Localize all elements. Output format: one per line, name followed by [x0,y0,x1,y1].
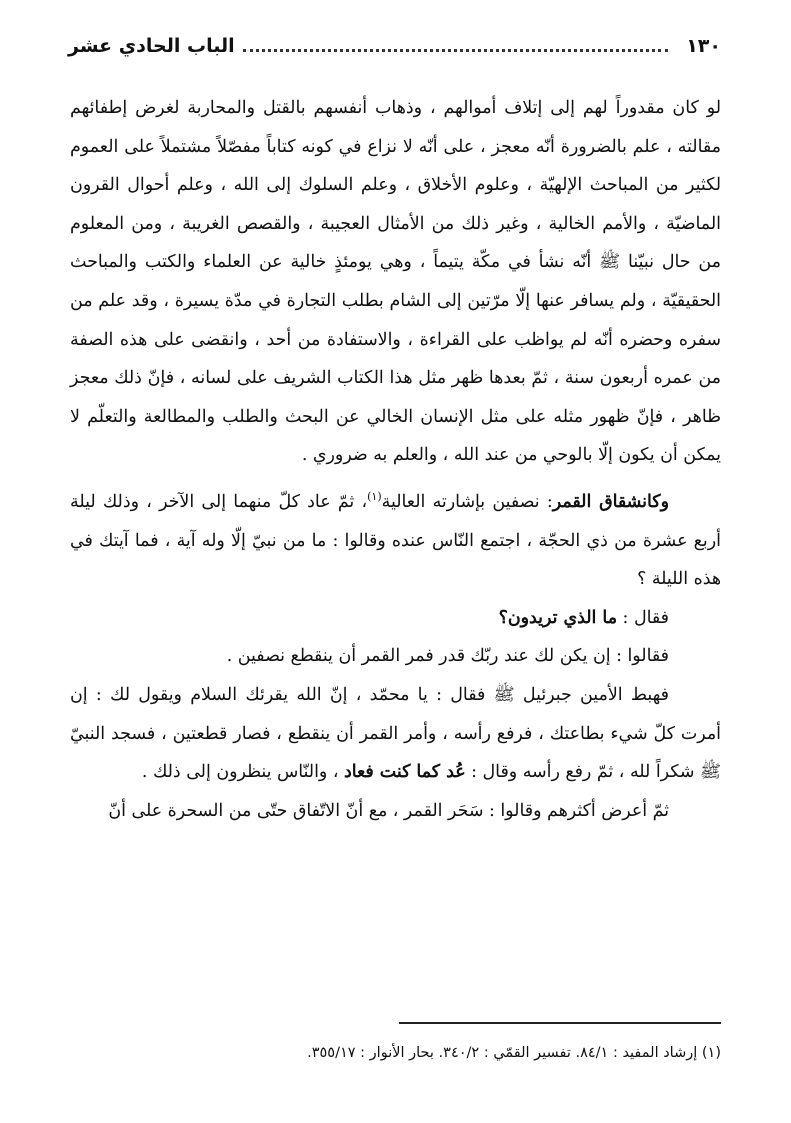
paragraph-2 [70,483,721,599]
header-dotted-leader [243,49,669,52]
paragraph-2-text-b: ، ثمّ عاد كلّ منهما إلى الآخر ، وذلك ليلة أربع عشرة من ذي الحجّة ، اجتمع النّاس عنده وقالوا : ما من نبيّ إلّا وله آية ، فما آيتك في هذه الليلة ؟ [70,491,721,590]
paragraph-4: فقالوا : إن يكن لك عند ربّك قدر فمر القمر أن ينقطع نصفين . [226,646,669,667]
footnote-reference: (١) [367,490,382,504]
page-number: ١٣٠ [686,35,721,57]
paragraph-5-text-b: ، والنّاس ينظرون إلى ذلك . [141,762,339,783]
paragraph-5 [70,676,721,792]
running-header [68,28,721,64]
paragraph-3-text: فقال : [617,607,669,628]
paragraph-5-text-a: فهبط الأمين جبرئيل ﷺ فقال : يا محمّد ، إنّ الله يقرئك السلام ويقول لك : إن أمرت كلّ شيء بطاعتك ، فرفع رأسه ، وأمر القمر أن ينقطع ، فصار قطعتين ، فسجد النبيّ ﷺ شكراً لله ، ثمّ رفع رأسه وقال : [70,684,721,783]
paragraph-2-text-a: : نصفين بإشارته العالية [381,491,553,512]
paragraph-3 [70,599,721,638]
footnote: (١) إرشاد المفيد : ٨٤/١. تفسير القمّي : ٣٤٠/٢. بحار الأنوار : ٣٥٥/١٧. [307,1045,721,1061]
paragraph-3-bold: ما الذي تريدون؟ [498,607,618,628]
main-text [70,89,721,830]
paragraph-5-bold: عُد كما كنت فعاد [343,762,466,783]
paragraph-2-heading: وكانشقاق القمر [552,491,669,512]
footnote-divider [399,1022,721,1024]
paragraph-6: ثمّ أعرض أكثرهم وقالوا : سَحَر القمر ، مع أنّ الاتّفاق حتّى من السحرة على أنّ [108,800,669,821]
chapter-title: الباب الحادي عشر [68,35,235,57]
paragraph-1: لو كان مقدوراً لهم إلى إتلاف أموالهم ، وذهاب أنفسهم بالقتل والمحاربة لغرض إطفائهم مقالته ، علم بالضرورة أنّه معجز ، على أنّه لا نزاع في كونه كتاباً مفصّلاً مشتملاً على العموم لكثير من المباحث الإلهيّة ، وعلوم الأخلاق ، وعلم السلوك إلى الله ، وعلم أحوال القرون الماضيّة ، والأمم الخالية ، وغير ذلك من الأمثال العجيبة ، والقصص الغريبة ، ومن المعلوم من حال نبيّنا ﷺ أنّه نشأ في مكّة يتيماً ، وهي يومئذٍ خالية عن العلماء والكتب والمباحث الحقيقيّة ، ولم يسافر عنها إلّا مرّتين إلى الشام بطلب التجارة في مدّة يسيرة ، وقد علم من سفره وحضره أنّه لم يواظب على القراءة ، والاستفادة من أحد ، وانقضى على هذه الصفة من عمره أربعون سنة ، ثمّ بعدها ظهر مثل هذا الكتاب الشريف على لسانه ، فإنّ ذلك معجز ظاهر ، فإنّ ظهور مثله على مثل الإنسان الخالي عن البحث والطلب والمطالعة والتعلّم لا يمكن أن يكون إلّا بالوحي من عند الله ، والعلم به ضروري . [70,98,721,466]
